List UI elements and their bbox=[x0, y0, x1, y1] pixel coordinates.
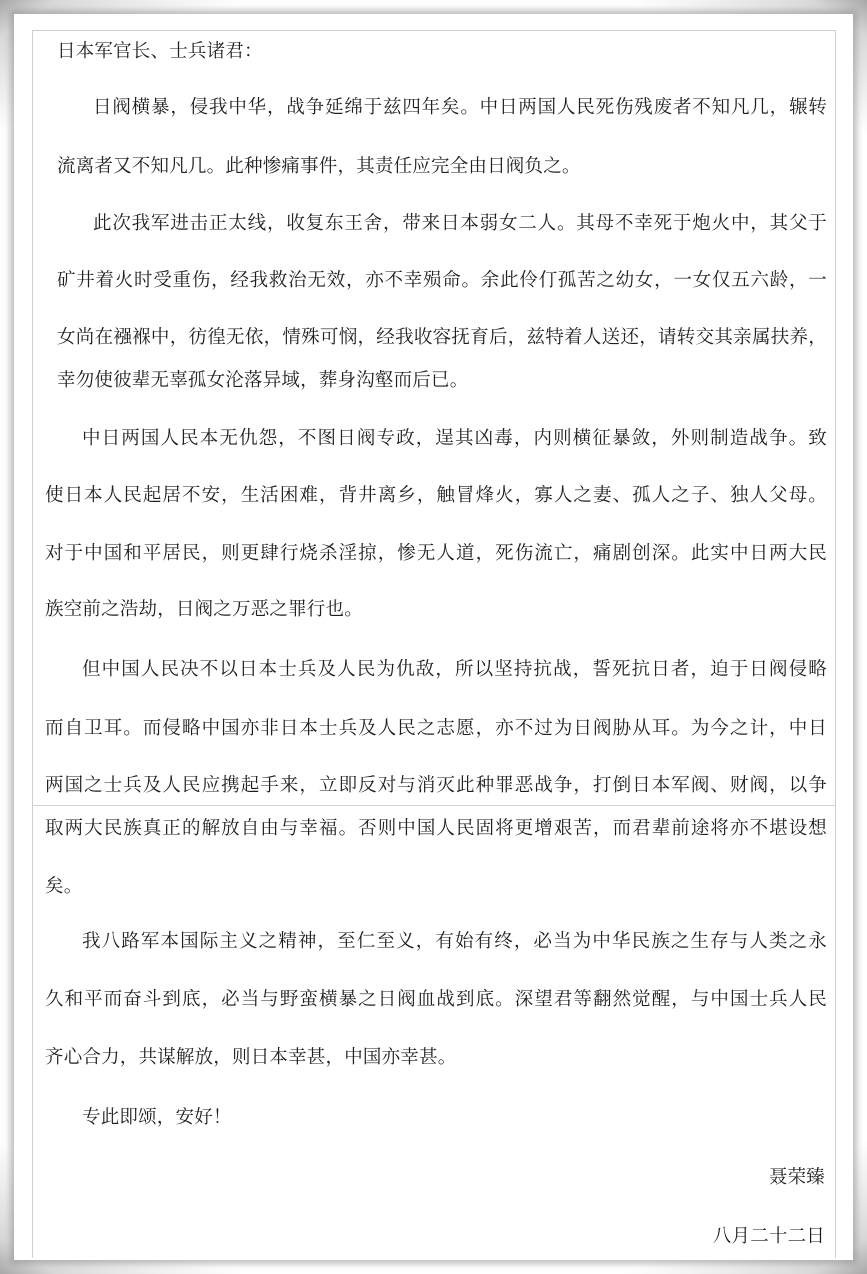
letter-salutation: 日本军官长、士兵诸君： bbox=[57, 41, 263, 62]
letter-line: 中日两国人民本无仇怨，不图日阀专政，逞其凶毒，内则横征暴敛，外则制造战争。致 bbox=[82, 428, 827, 449]
letter-line: 流离者又不知凡几。此种惨痛事件，其责任应完全由日阀负之。 bbox=[57, 156, 581, 177]
letter-line: 而自卫耳。而侵略中国亦非日本士兵及人民之志愿，亦不过为日阀胁从耳。为今之计，中日 bbox=[45, 718, 827, 739]
letter-page-1 bbox=[32, 30, 836, 806]
letter-line: 此次我军进击正太线，收复东王舍，带来日本弱女二人。其母不幸死于炮火中，其父于 bbox=[93, 213, 827, 234]
letter-line: 族空前之浩劫，日阀之万恶之罪行也。 bbox=[45, 599, 363, 620]
letter-line: 日阀横暴，侵我中华，战争延绵于兹四年矣。中日两国人民死伤残废者不知凡几，辗转 bbox=[93, 97, 827, 118]
letter-line: 使日本人民起居不安，生活困难，背井离乡，触冒烽火，寡人之妻、孤人之子、独人父母。 bbox=[45, 485, 827, 506]
letter-line: 两国之士兵及人民应携起手来，立即反对与消灭此种罪恶战争，打倒日本军阀、财阀，以争 bbox=[45, 775, 827, 796]
letter-line: 取两大民族真正的解放自由与幸福。否则中国人民固将更增艰苦，而君辈前途将亦不堪设想 bbox=[45, 818, 827, 839]
letter-line: 女尚在襁褓中，彷徨无依，情殊可悯，经我收容抚育后，兹特着人送还，请转交其亲属扶养， bbox=[57, 327, 827, 348]
letter-line: 我八路军本国际主义之精神，至仁至义，有始有终，必当为中华民族之生存与人类之永 bbox=[82, 931, 827, 952]
letter-closing: 专此即颂，安好！ bbox=[82, 1107, 232, 1128]
letter-line: 久和平而奋斗到底，必当与野蛮横暴之日阀血战到底。深望君等翻然觉醒，与中国士兵人民 bbox=[45, 989, 827, 1010]
letter-line: 但中国人民决不以日本士兵及人民为仇敌，所以坚持抗战，誓死抗日者，迫于日阀侵略 bbox=[82, 659, 827, 680]
letter-line: 矿井着火时受重伤，经我救治无效，亦不幸殒命。余此伶仃孤苦之幼女，一女仅五六龄，一 bbox=[57, 270, 827, 291]
letter-signature: 聂荣臻 bbox=[768, 1167, 825, 1188]
letter-date: 八月二十二日 bbox=[712, 1226, 825, 1247]
letter-line: 对于中国和平居民，则更肆行烧杀淫掠，惨无人道，死伤流亡，痛剧创深。此实中日两大民 bbox=[45, 543, 827, 564]
letter-line: 幸勿使彼辈无辜孤女沦落异域，葬身沟壑而后已。 bbox=[57, 370, 469, 391]
letter-line: 齐心合力，共谋解放，则日本幸甚，中国亦幸甚。 bbox=[45, 1047, 457, 1068]
letter-line: 矣。 bbox=[45, 876, 83, 897]
letter-page-2 bbox=[32, 806, 836, 1258]
